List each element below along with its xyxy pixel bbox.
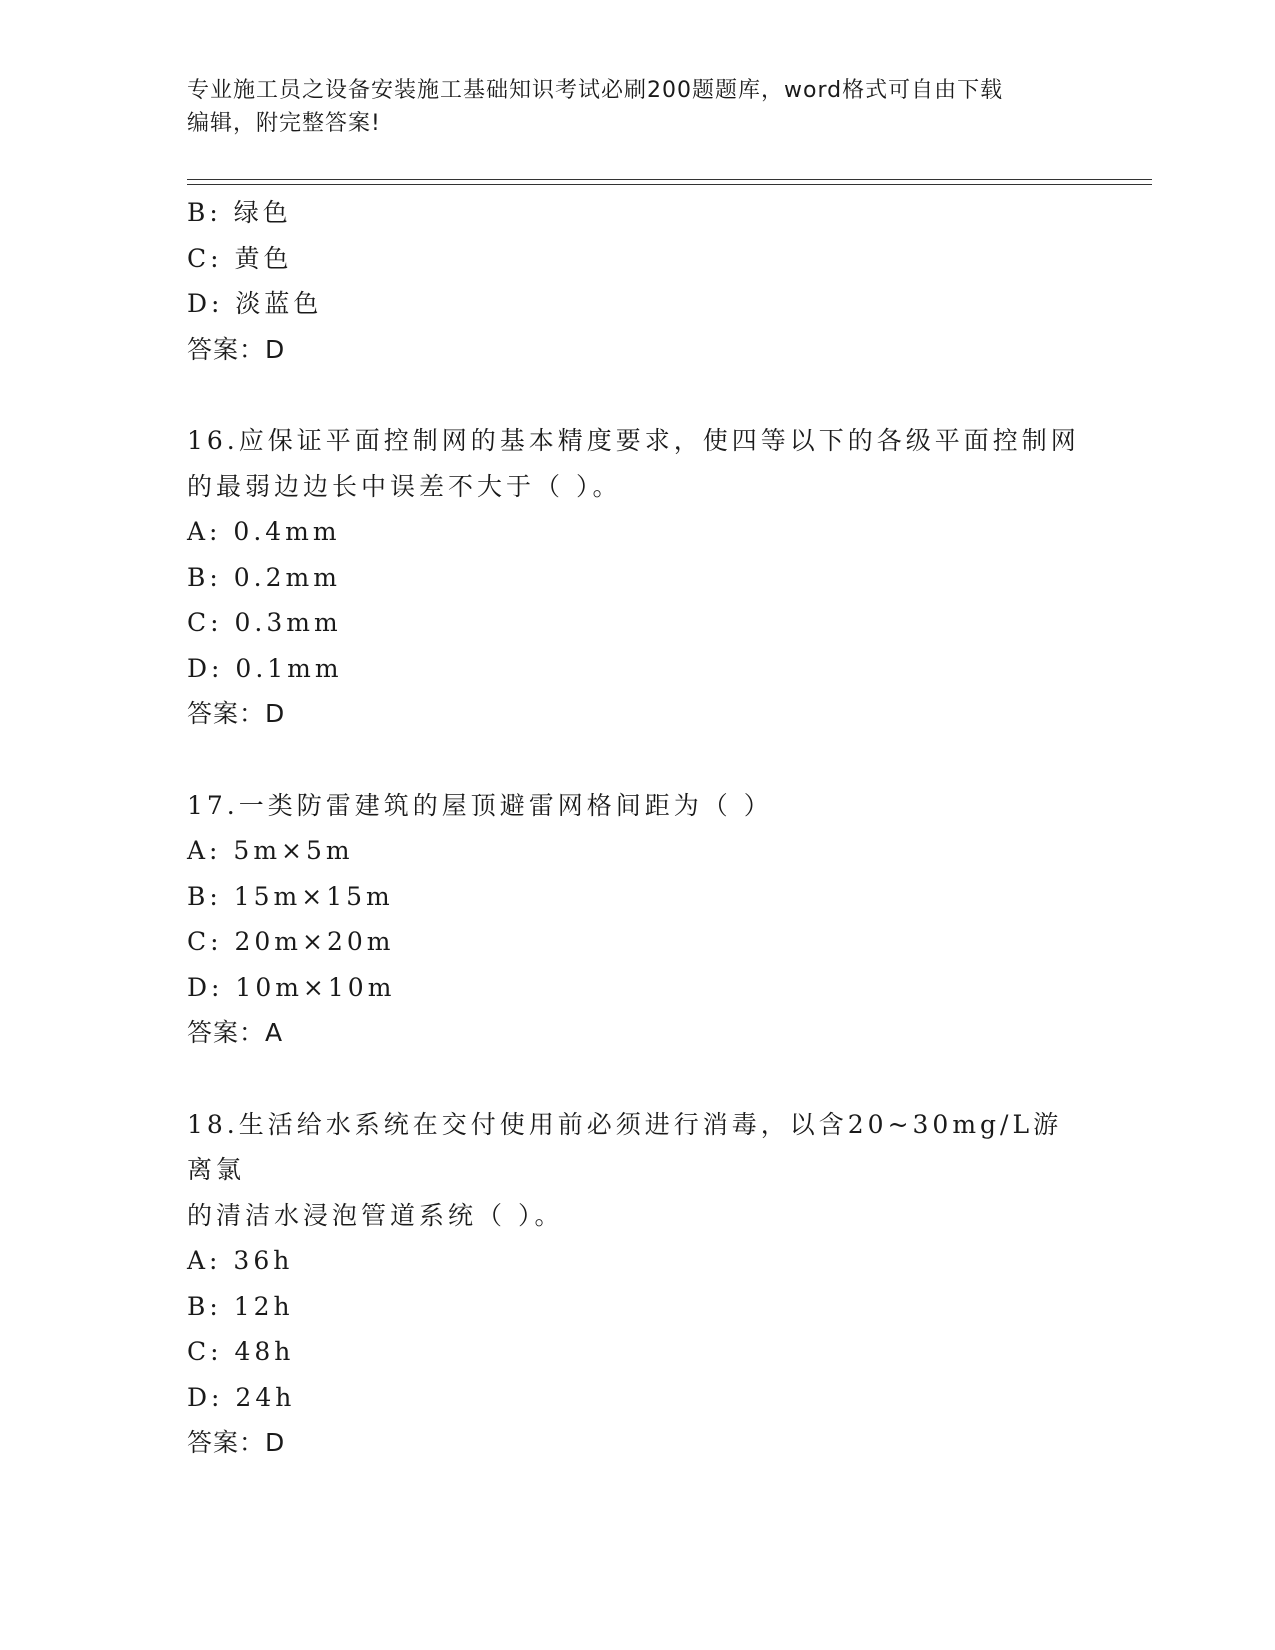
option-a: A: 36h: [187, 1246, 294, 1275]
option-d: D: 0.1mm: [187, 653, 343, 683]
option-c: C: 20m×20m: [187, 927, 395, 956]
answer: 答案：D: [187, 699, 286, 728]
option-a: A: 0.4mm: [187, 517, 341, 546]
question-text-line-1: 17.一类防雷建筑的屋顶避雷网格间距为（ ）: [187, 790, 773, 820]
option-c: C: 48h: [187, 1337, 295, 1366]
question-list: [187, 190, 1087, 1466]
option-c: C: 0.3mm: [187, 608, 342, 637]
spacer: [187, 737, 1087, 783]
option-b: B: 12h: [187, 1291, 294, 1321]
answer: 答案：D: [187, 334, 286, 364]
option-b: B: 绿色: [187, 198, 292, 227]
question-text: [187, 783, 1087, 829]
option-d: D: 10m×10m: [187, 972, 396, 1002]
question-text-line-2: 的最弱边边长中误差不大于（ ）。: [187, 471, 622, 501]
header-rule-bottom: [187, 184, 1152, 185]
question-text-line-1: 18.生活给水系统在交付使用前必须进行消毒，以含20~30mg/L游离氯: [187, 1109, 1063, 1184]
option-d: D: 淡蓝色: [187, 289, 323, 318]
spacer: [187, 372, 1087, 418]
header-title-line-2: 编辑，附完整答案!: [187, 111, 381, 136]
option-b: B: 15m×15m: [187, 881, 394, 911]
option-a: A: 5m×5m: [187, 836, 354, 865]
document-header: [187, 74, 1087, 140]
question-text: [187, 418, 1087, 509]
question-16: [187, 418, 1087, 737]
question-17: [187, 783, 1087, 1056]
option-c: C: 黄色: [187, 243, 293, 273]
question-text: [187, 1102, 1087, 1239]
question-15: [187, 190, 1087, 372]
spacer: [187, 1056, 1087, 1102]
answer: 答案：A: [187, 1018, 284, 1047]
header-title-line-1: 专业施工员之设备安装施工基础知识考试必刷200题题库，word格式可自由下载: [187, 78, 1004, 103]
question-text-line-1: 16.应保证平面控制网的基本精度要求，使四等以下的各级平面控制网: [187, 426, 1080, 455]
answer: 答案：D: [187, 1428, 286, 1457]
option-d: D: 24h: [187, 1382, 296, 1412]
option-b: B: 0.2mm: [187, 562, 341, 592]
question-text-line-2: 的清洁水浸泡管道系统（ ）。: [187, 1200, 564, 1230]
header-rule-top: [187, 179, 1152, 180]
question-18: [187, 1102, 1087, 1466]
